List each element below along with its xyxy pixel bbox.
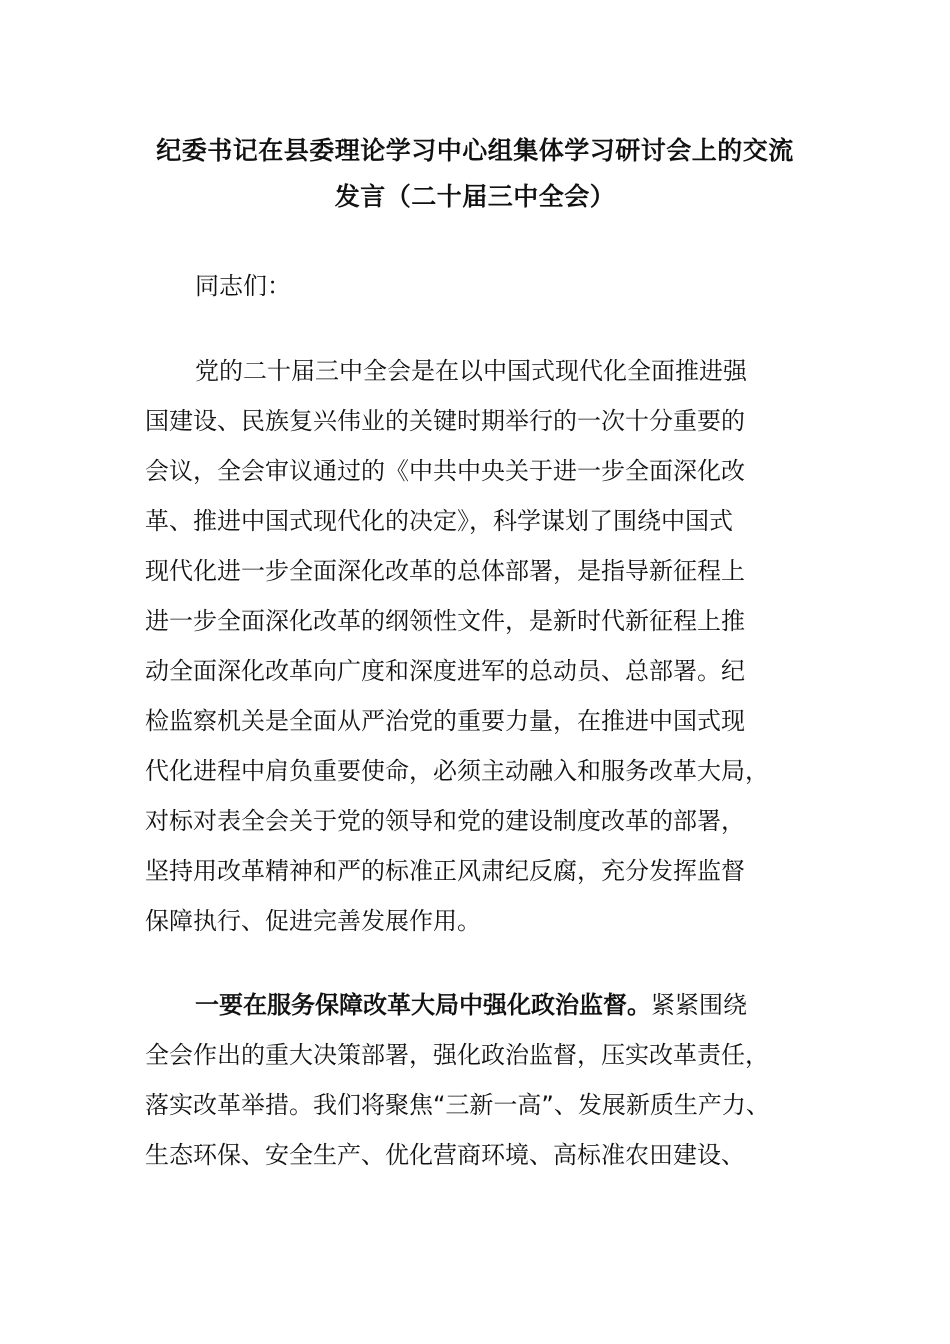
paragraph-line: 保障执行、促进完善发展作用。 [145,907,481,935]
paragraph-1 [145,346,810,946]
greeting-text: 同志们： [195,272,291,300]
greeting-paragraph [145,261,810,311]
paragraph-line: 革、推进中国式现代化的决定》，科学谋划了围绕中国式 [145,507,733,535]
paragraph-line: 全会作出的重大决策部署，强化政治监督，压实改革责任， [145,1041,769,1069]
paragraph-line: 落实改革举措。我们将聚焦“三新一高”、发展新质生产力、 [145,1091,770,1119]
paragraph-line: 党的二十届三中全会是在以中国式现代化全面推进强 [195,357,747,385]
title-line-2: 发言（二十届三中全会） [334,182,616,211]
paragraph-line: 对标对表全会关于党的领导和党的建设制度改革的部署， [145,807,745,835]
paragraph-line: 进一步全面深化改革的纲领性文件，是新时代新征程上推 [145,607,745,635]
paragraph-line: 国建设、民族复兴伟业的关键时期举行的一次十分重要的 [145,407,745,435]
paragraph-line: 坚持用改革精神和严的标准正风肃纪反腐，充分发挥监督 [145,857,745,885]
paragraph-first-line [145,980,810,1030]
section-heading: 一要在服务保障改革大局中强化政治监督。 [195,991,651,1019]
paragraph-line-rest: 紧紧围绕 [651,991,747,1019]
document-title [140,128,810,220]
paragraph-2 [145,980,810,1180]
paragraph-line: 现代化进一步全面深化改革的总体部署，是指导新征程上 [145,557,745,585]
paragraph-line: 生态环保、安全生产、优化营商环境、高标准农田建设、 [145,1141,745,1169]
paragraph-line: 动全面深化改革向广度和深度进军的总动员、总部署。纪 [145,657,745,685]
paragraph-line: 代化进程中肩负重要使命，必须主动融入和服务改革大局， [145,757,769,785]
paragraph-line: 会议，全会审议通过的《中共中央关于进一步全面深化改 [145,457,745,485]
paragraph-line: 检监察机关是全面从严治党的重要力量，在推进中国式现 [145,707,745,735]
title-line-1: 纪委书记在县委理论学习中心组集体学习研讨会上的交流 [156,136,794,165]
